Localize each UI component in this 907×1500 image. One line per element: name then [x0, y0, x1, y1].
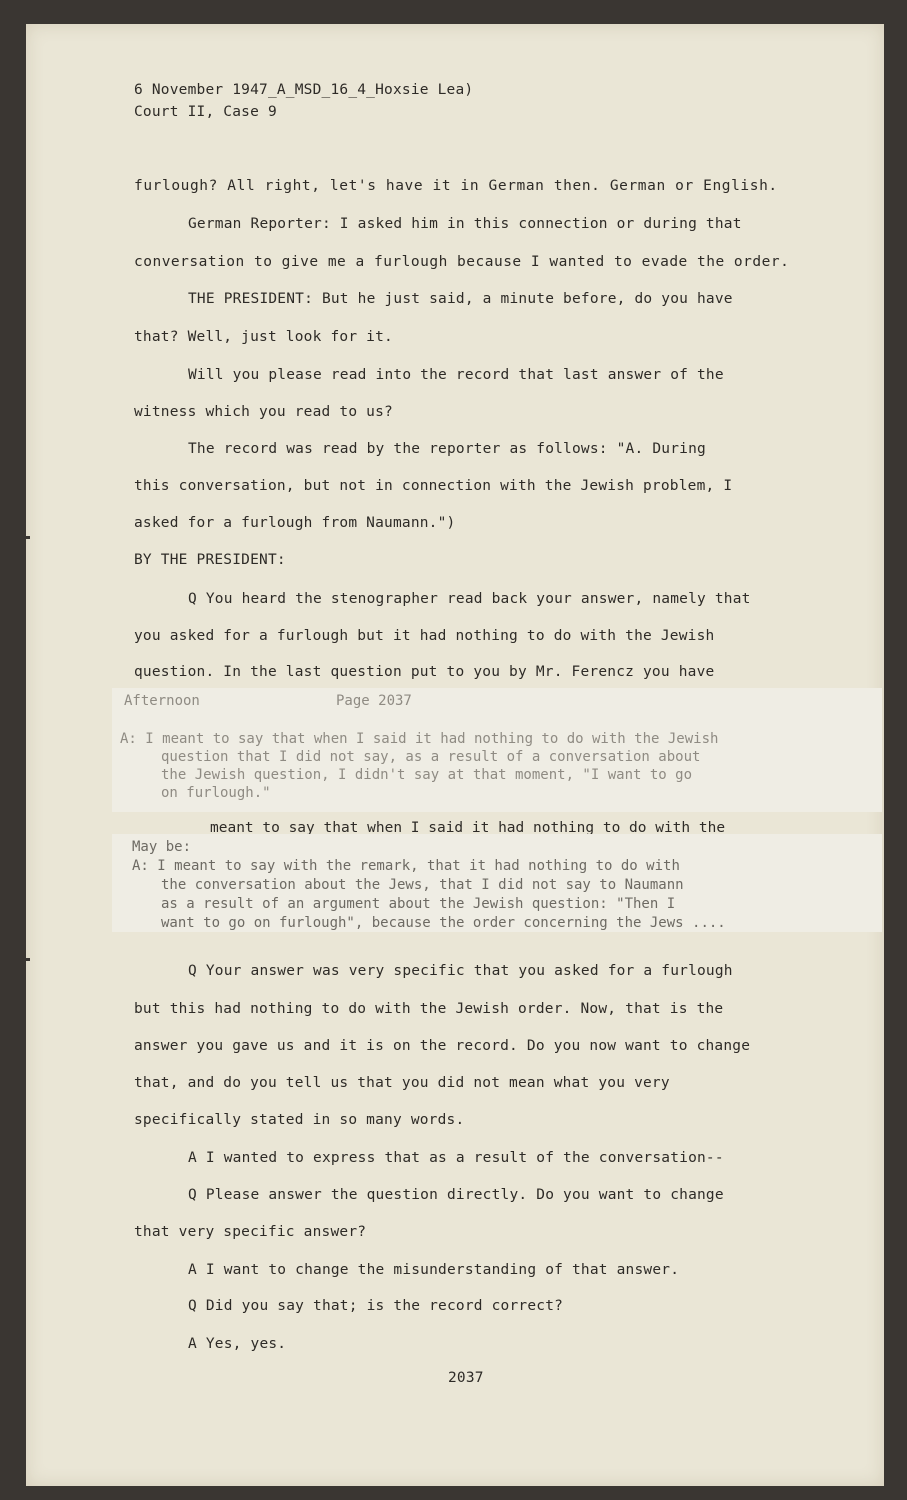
transcript-line: Q You heard the stenographer read back your answer, namely that: [188, 591, 751, 607]
transcript-line: Q Did you say that; is the record correct?: [188, 1298, 564, 1314]
transcript-line: specifically stated in so many words.: [134, 1112, 465, 1128]
transcript-line: asked for a furlough from Naumann."): [134, 515, 456, 531]
slip-line: A: I meant to say that when I said it had nothing to do with the Jewish: [120, 731, 719, 747]
slip-line: want to go on furlough", because the order concerning the Jews ....: [161, 915, 726, 931]
transcript-line: but this had nothing to do with the Jewish order. Now, that is the: [134, 1001, 724, 1017]
transcript-line: German Reporter: I asked him in this connection or during that: [188, 216, 742, 232]
slip-line: May be:: [132, 839, 192, 855]
page-number: 2037: [448, 1370, 484, 1386]
transcript-line: Will you please read into the record that last answer of the: [188, 367, 724, 383]
slip-page-label: Page 2037: [336, 693, 412, 709]
transcript-line: Q Your answer was very specific that you asked for a furlough: [188, 963, 733, 979]
transcript-line: The record was read by the reporter as follows: "A. During: [188, 441, 706, 457]
transcript-line: A I want to change the misunderstanding of that answer.: [188, 1262, 680, 1278]
transcript-line: question. In the last question put to you by Mr. Ferencz you have: [134, 664, 715, 680]
edge-mark: [26, 958, 30, 961]
slip-line: the conversation about the Jews, that I did not say to Naumann: [161, 877, 684, 893]
transcript-line: A Yes, yes.: [188, 1336, 287, 1352]
covered-typed-line: [210, 812, 790, 834]
transcript-line: this conversation, but not in connection with the Jewish problem, I: [134, 478, 733, 494]
slip-line: the Jewish question, I didn't say at that moment, "I want to go: [161, 767, 693, 783]
transcript-line: witness which you read to us?: [134, 404, 393, 420]
slip-line: as a result of an argument about the Jewish question: "Then I: [161, 896, 676, 912]
edge-mark: [26, 536, 30, 539]
slip-line: on furlough.": [161, 785, 271, 801]
transcript-line: answer you gave us and it is on the record. Do you now want to change: [134, 1038, 751, 1054]
section-heading: BY THE PRESIDENT:: [134, 552, 286, 568]
header-line-2: Court II, Case 9: [134, 104, 277, 120]
slip-session-label: Afternoon: [124, 693, 200, 709]
transcript-line: A I wanted to express that as a result of the conversation--: [188, 1150, 724, 1166]
slip-line: question that I did not say, as a result of a conversation about: [161, 749, 701, 765]
transcript-line: THE PRESIDENT: But he just said, a minute before, do you have: [188, 291, 733, 307]
transcript-line: furlough? All right, let's have it in German then. German or English.: [134, 178, 778, 194]
transcript-line: you asked for a furlough but it had nothing to do with the Jewish: [134, 628, 715, 644]
transcript-line: that? Well, just look for it.: [134, 329, 393, 345]
header-line-1: 6 November 1947_A_MSD_16_4_Hoxsie Lea): [134, 82, 474, 98]
transcript-line: conversation to give me a furlough because I wanted to evade the order.: [134, 254, 790, 270]
transcript-line: that very specific answer?: [134, 1224, 367, 1240]
transcript-line: that, and do you tell us that you did not mean what you very: [134, 1075, 670, 1091]
transcript-line: Q Please answer the question directly. Do you want to change: [188, 1187, 724, 1203]
covered-typed-text: meant to say that when I said it had nothing to do with the: [210, 820, 726, 834]
slip-line: A: I meant to say with the remark, that it had nothing to do with: [132, 858, 680, 874]
